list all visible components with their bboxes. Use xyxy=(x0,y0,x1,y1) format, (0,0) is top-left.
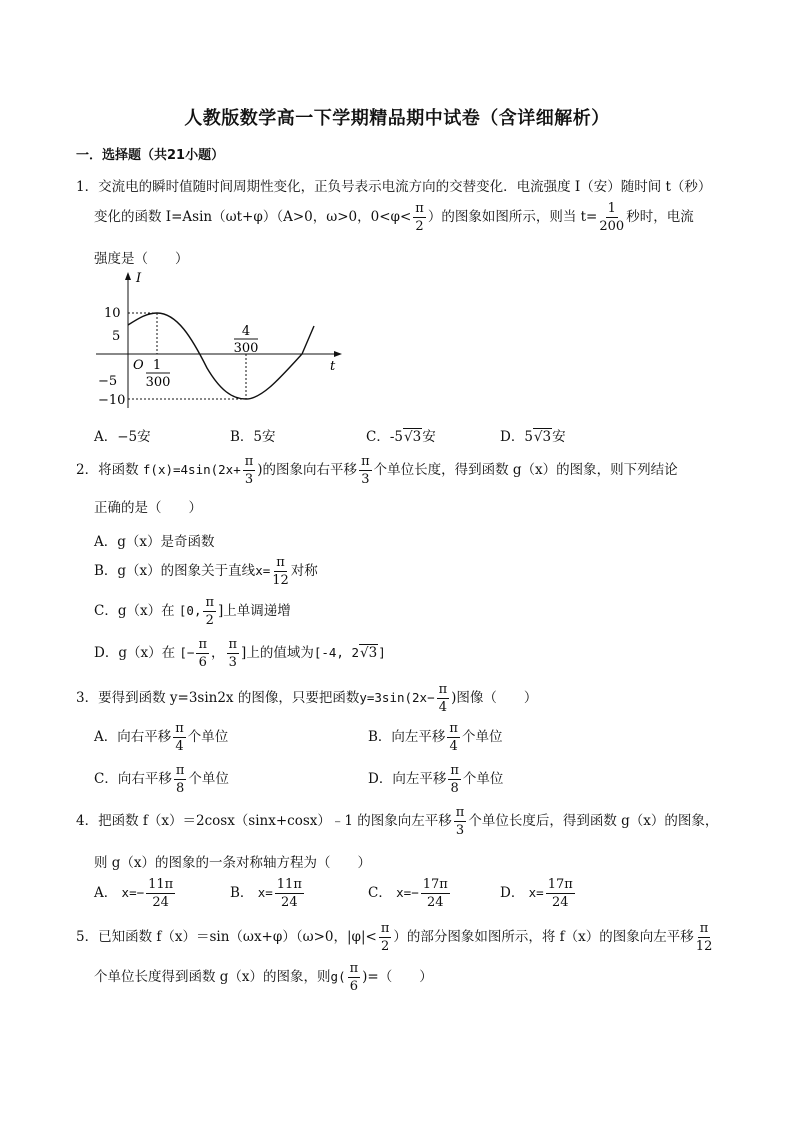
x-axis-arrow xyxy=(334,351,342,357)
x-tick-4-den: 300 xyxy=(233,341,259,356)
axis-label-t: t xyxy=(330,359,336,374)
q4-option-a[interactable]: A． x=− $\frac{11\pi}{24}$ xyxy=(94,877,174,910)
fraction: $\frac{11\pi}{24}$ xyxy=(276,877,302,910)
fraction: $\frac{\pi}{6}$ xyxy=(349,961,359,994)
fraction: $\frac{\pi}{12}$ xyxy=(272,555,289,588)
q1-option-c[interactable]: C．-5√3安 xyxy=(366,429,436,445)
y-tick-5: 5 xyxy=(112,329,121,344)
q4-line1: 4．把函数 f（x）＝2cosx（sinx+cosx）﹣1 的图象向左平移 $\frac{\pi}{3}$ 个单位长度后，得到函数 g（x）的图象， xyxy=(76,805,719,838)
q1-line1: 1．交流电的瞬时值随时间周期性变化，正负号表示电流方向的交替变化．电流强度 I（安）随时间 t（秒） xyxy=(76,179,712,195)
fraction: $\frac{1}{200}$ xyxy=(599,201,625,234)
fraction: $\frac{\pi}{2}$ xyxy=(415,201,424,234)
fraction: $\frac{\pi}{3}$ xyxy=(244,454,254,487)
q3-option-c[interactable]: C．向右平移 $\frac{\pi}{8}$ 个单位 xyxy=(94,763,229,796)
q2-line2: 正确的是（ ） xyxy=(94,500,202,516)
q2-option-c[interactable]: C．g（x）在 [0, $\frac{\pi}{2}$ ]上单调递增 xyxy=(94,595,291,628)
sqrt: √3 xyxy=(533,429,552,445)
q3-option-a[interactable]: A．向右平移 $\frac{\pi}{4}$ 个单位 xyxy=(94,721,229,754)
y-tick-10: 10 xyxy=(104,306,121,321)
q1-option-d[interactable]: D．5√3安 xyxy=(500,429,566,445)
q3-line1: 3．要得到函数 y=3sin2x 的图像，只要把函数y=3sin(2x− $\frac{\pi}{4}$ )图像（ ） xyxy=(76,682,538,715)
fraction: $\frac{\pi}{8}$ xyxy=(175,763,185,796)
q4-option-d[interactable]: D． x= $\frac{17\pi}{24}$ xyxy=(500,877,573,910)
sqrt: √3 xyxy=(403,429,422,445)
fraction: $\frac{\pi}{12}$ xyxy=(695,921,713,954)
axis-label-i: I xyxy=(136,271,142,286)
q2-line1: 2．将函数 f(x)=4sin(2x+ $\frac{\pi}{3}$ )的图象向右平移 $\frac{\pi}{3}$ 个单位长度，得到函数 g（x）的图象，则下列结论 xyxy=(76,454,678,487)
fraction: $\frac{11\pi}{24}$ xyxy=(148,877,174,910)
fraction: $\frac{\pi}{2}$ xyxy=(380,921,390,954)
sqrt: √3 xyxy=(359,645,378,661)
fraction: $\frac{\pi}{8}$ xyxy=(450,763,459,796)
q1-line3: 强度是（ ） xyxy=(94,251,189,267)
q2-option-a[interactable]: A．g（x）是奇函数 xyxy=(94,534,215,550)
y-tick-m10: −10 xyxy=(98,393,126,408)
x-tick-1-den: 300 xyxy=(145,375,171,390)
fraction: $\frac{17\pi}{24}$ xyxy=(547,877,573,910)
fraction: $\frac{\pi}{4}$ xyxy=(175,721,184,754)
q2-option-d[interactable]: D．g（x）在 [− $\frac{\pi}{6}$ ， $\frac{\pi}{3}$ ]上的值域为[-4, 2√3] xyxy=(94,637,386,670)
fraction: $\frac{\pi}{3}$ xyxy=(228,637,238,670)
fraction: $\frac{\pi}{2}$ xyxy=(205,595,215,628)
section-heading: 一．选择题（共21小题） xyxy=(76,148,225,163)
q1-option-b[interactable]: B．5安 xyxy=(230,429,276,445)
q1-line2: 变化的函数 I=Asin（ωt+φ）（A>0，ω>0，0<φ< $\frac{\pi}{2}$ ）的图象如图所示，则当 t= $\frac{1}{200}$ 秒时，电流 xyxy=(94,201,694,234)
fraction: $\frac{\pi}{4}$ xyxy=(438,682,448,715)
fraction: $\frac{17\pi}{24}$ xyxy=(422,877,448,910)
fraction: $\frac{\pi}{6}$ xyxy=(198,637,207,670)
q4-option-b[interactable]: B． x= $\frac{11\pi}{24}$ xyxy=(230,877,302,910)
y-tick-m5: −5 xyxy=(98,374,118,389)
q3-option-d[interactable]: D．向左平移 $\frac{\pi}{8}$ 个单位 xyxy=(368,763,504,796)
q5-line1: 5．已知函数 f（x）＝sin（ωx+φ）（ω>0，|φ|< $\frac{\pi}{2}$ ）的部分图象如图所示，将 f（x）的图象向左平移 $\frac{\pi}{12}$ xyxy=(76,921,713,954)
q4-line2: 则 g（x）的图象的一条对称轴方程为（ ） xyxy=(94,855,372,871)
origin-label: O xyxy=(133,358,144,373)
x-tick-4-num: 4 xyxy=(241,324,251,339)
page-title: 人教版数学高一下学期精品期中试卷（含详细解析） xyxy=(184,108,610,129)
y-axis-arrow xyxy=(125,272,131,280)
fraction: $\frac{\pi}{3}$ xyxy=(361,454,370,487)
q3-option-b[interactable]: B．向左平移 $\frac{\pi}{4}$ 个单位 xyxy=(368,721,503,754)
fraction: $\frac{\pi}{4}$ xyxy=(449,721,458,754)
x-tick-1-num: 1 xyxy=(152,358,162,373)
sine-graph xyxy=(92,268,352,418)
fraction: $\frac{\pi}{3}$ xyxy=(455,805,465,838)
q2-option-b[interactable]: B．g（x）的图象关于直线x= $\frac{\pi}{12}$ 对称 xyxy=(94,555,318,588)
q5-line2: 个单位长度得到函数 g（x）的图象，则g( $\frac{\pi}{6}$ )=（ ） xyxy=(94,961,433,994)
q1-option-a[interactable]: A．−5安 xyxy=(94,429,151,445)
q4-option-c[interactable]: C． x=− $\frac{17\pi}{24}$ xyxy=(368,877,448,910)
